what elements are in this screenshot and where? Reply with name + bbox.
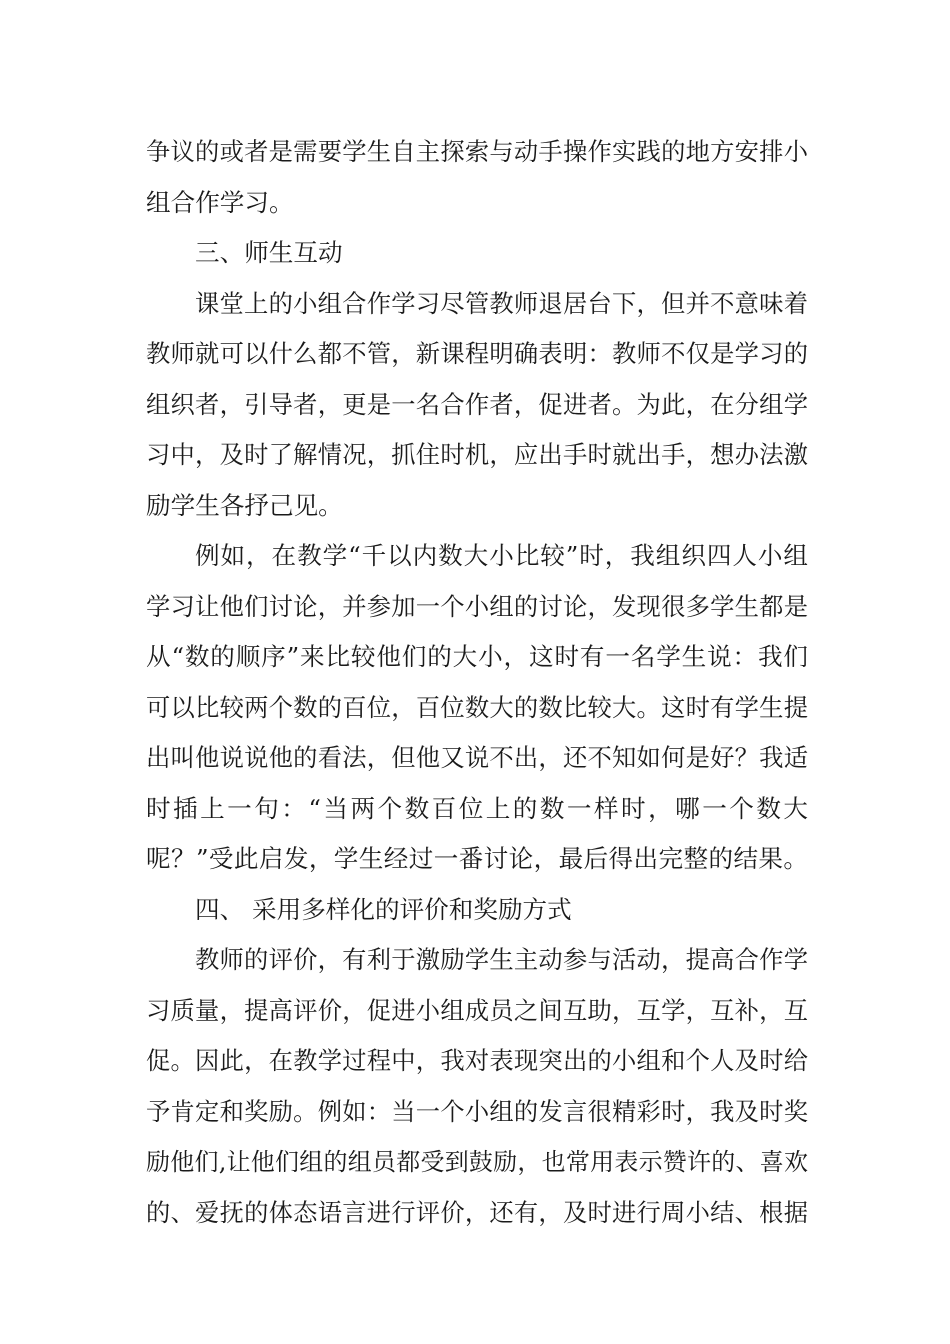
- paragraph-line: 课堂上的小组合作学习尽管教师退居台下，但并不意味着: [195, 288, 808, 318]
- paragraph-line: 予肯定和奖励。例如：当一个小组的发言很精彩时，我及时奖: [146, 1096, 808, 1126]
- paragraph-line: 从“数的顺序”来比较他们的大小，这时有一名学生说：我们: [146, 642, 808, 671]
- paragraph-line: 促。因此，在教学过程中，我对表现突出的小组和个人及时给: [146, 1046, 808, 1075]
- paragraph-line: 出叫他说说他的看法，但他又说不出，还不知如何是好？我适: [146, 743, 808, 772]
- paragraph-line: 教师的评价，有利于激励学生主动参与活动，提高合作学: [195, 945, 808, 974]
- section-heading: 四、 采用多样化的评价和奖励方式: [195, 894, 572, 924]
- paragraph-line: 教师就可以什么都不管，新课程明确表明：教师不仅是学习的: [146, 339, 808, 368]
- paragraph-line: 学习让他们讨论，并参加一个小组的讨论，发现很多学生都是: [146, 591, 808, 621]
- paragraph-line: 可以比较两个数的百位，百位数大的数比较大。这时有学生提: [146, 692, 808, 722]
- document-body: [146, 127, 808, 1238]
- paragraph-line: 例如，在教学“千以内数大小比较”时，我组织四人小组: [195, 541, 808, 570]
- section-heading: 三、师生互动: [195, 238, 343, 267]
- paragraph-line: 的、爱抚的体态语言进行评价，还有，及时进行周小结、根据: [146, 1197, 808, 1227]
- paragraph-line: 组织者，引导者，更是一名合作者，促进者。为此，在分组学: [146, 389, 808, 419]
- paragraph-line: 时插上一句：“当两个数百位上的数一样时，哪一个数大: [146, 793, 808, 823]
- paragraph-line: 习质量，提高评价，促进小组成员之间互助，互学，互补，互: [146, 995, 808, 1025]
- paragraph-line: 励他们,让他们组的组员都受到鼓励，也常用表示赞许的、喜欢: [146, 1148, 808, 1176]
- paragraph-line: 励学生各抒己见。: [146, 490, 343, 520]
- paragraph-line: 争议的或者是需要学生自主探索与动手操作实践的地方安排小: [146, 137, 808, 166]
- paragraph-line: 习中，及时了解情况，抓住时机，应出手时就出手，想办法激: [146, 440, 808, 469]
- paragraph-line: 呢？”受此启发，学生经过一番讨论，最后得出完整的结果。: [146, 844, 808, 873]
- paragraph-line: 组合作学习。: [146, 187, 294, 217]
